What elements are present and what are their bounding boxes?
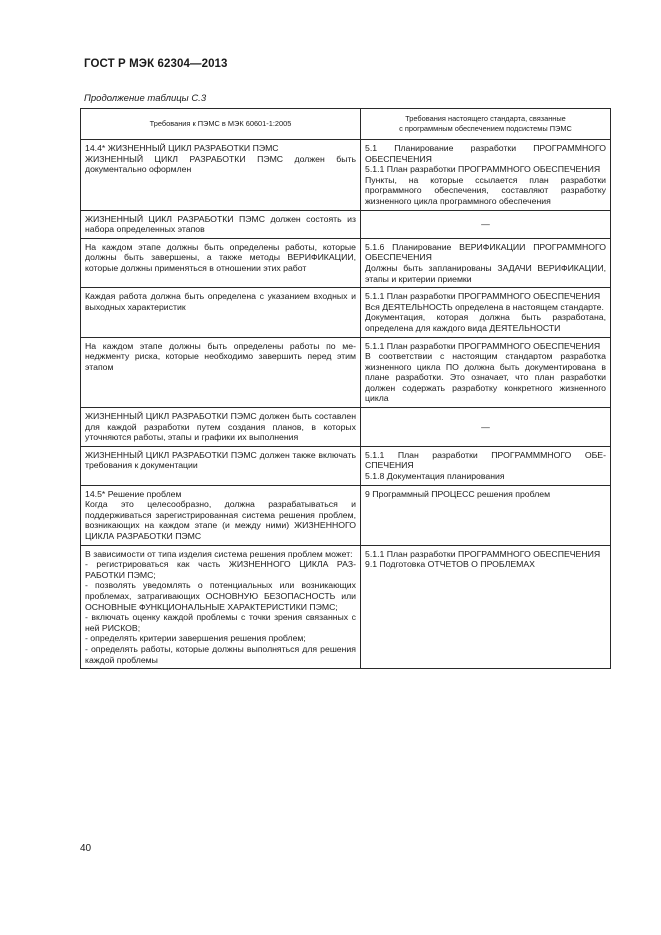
cell-text-line: 9.1 Подготовка ОТЧЕТОВ О ПРОБЛЕМАХ — [365, 559, 535, 570]
pems-requirement-cell — [81, 210, 361, 238]
pems-requirement-cell — [81, 337, 361, 408]
cell-text-line: 5.1.6 Планирование ВЕРИФИКАЦИИ ПРОГРАММНОГО ОБЕСПЕЧЕНИЯ — [365, 241, 606, 263]
cell-text-line: - регистрироваться как часть ЖИЗНЕННОГО ЦИКЛА РАЗРАБОТКИ ПЭМС; — [85, 559, 356, 580]
pems-requirement-cell — [81, 238, 361, 287]
table-row — [81, 140, 611, 211]
pems-requirement-cell — [81, 485, 361, 545]
cell-text-line: ЖИЗНЕННЫЙ ЦИКЛ РАЗРАБОТКИ ПЭМС должен быть составлен для каждой разработки путем создания планов, в которых уточняются работы, этапы и графики их выполнения — [85, 411, 356, 443]
pems-requirement-cell — [81, 446, 361, 485]
column-header-standard: Требования настоящего стандарта, связанные с программным обеспечением подсистемы ПЭМС — [361, 109, 611, 140]
cell-text-line: На каждом этапе должны быть определены работы по менеджменту риска, которые необходимо завершить перед этим этапом — [85, 340, 356, 372]
cell-text-line: 14.4* ЖИЗНЕННЫЙ ЦИКЛ РАЗРАБОТКИ ПЭМС — [85, 143, 279, 153]
page-number: 40 — [80, 843, 92, 854]
cell-text-line: Документация, которая должна быть разработана, определена для каждого вида ДЕЯТЕЛЬНОСТИ — [365, 312, 606, 333]
table-row — [81, 288, 611, 337]
pems-requirement-cell — [81, 140, 361, 211]
cell-text-line: - включать оценку каждой проблемы с точки зрения связанных с ней РИСКОВ; — [85, 612, 356, 633]
cell-text-line: Вся ДЕЯТЕЛЬНОСТЬ определена в настоящем стандарте. — [365, 301, 604, 312]
cell-text-line: 5.1.1 План разработки ПРОГРАММНОГО ОБЕСПЕЧЕНИЯ — [365, 164, 601, 175]
standard-requirement-cell — [361, 140, 611, 211]
cell-text-line: - определять работы, которые должны выполняться для решения каждой проблемы — [85, 643, 356, 665]
cell-text-line: - позволять уведомлять о потенциальных или возникающих проблемах, затрагивающих ОСНОВНУЮ БЕЗОПАСНОСТЬ или ОСНОВНЫЕ ФУНКЦИОНАЛЬНЫЕ ХАРАКТЕРИСТИКИ ПЭМС; — [85, 580, 356, 612]
cell-text-line: ЖИЗНЕННЫЙ ЦИКЛ РАЗРАБОТКИ ПЭМС должен также включать требования к документации — [85, 449, 356, 471]
standard-requirement-cell — [361, 337, 611, 408]
standard-requirement-cell — [361, 446, 611, 485]
pems-requirement-cell — [81, 545, 361, 669]
pems-requirement-cell — [81, 408, 361, 447]
standard-requirement-cell — [361, 210, 611, 238]
cell-text-line: Каждая работа должна быть определена с указанием входных и выходных характеристик — [85, 291, 356, 312]
cell-text-line: 9 Программный ПРОЦЕСС решения проблем — [365, 488, 551, 499]
standard-requirement-cell — [361, 408, 611, 447]
standard-requirement-cell — [361, 485, 611, 545]
cell-text-line: ЖИЗНЕННЫЙ ЦИКЛ РАЗРАБОТКИ ПЭМС должен быть документально оформлен — [85, 153, 356, 175]
table-row — [81, 446, 611, 485]
cell-text-line: Пункты, на которые ссылается план разработки программного обеспечения, составляют разработку жизненного цикла программного обеспечения — [365, 174, 606, 206]
column-header-pems: Требования к ПЭМС в МЭК 60601-1:2005 — [81, 109, 361, 140]
cell-text-line: - определять критерии завершения решения проблем; — [85, 633, 306, 644]
cell-text-line: 5.1.1 План разработки ПРОГРАММНОГО ОБЕСПЕЧЕНИЯ — [365, 548, 601, 559]
document-title: ГОСТ Р МЭК 62304—2013 — [84, 58, 228, 70]
cell-text-line: В соответствии с настоящим стандартом разработка жизненного цикла ПО должна быть документирована в плане разработки. Это означает, что план разработки должен содержать разработку конкретного жизненного цикла — [365, 351, 606, 404]
cell-text-line: В зависимости от типа изделия система решения проблем может: — [85, 548, 353, 559]
table-row — [81, 210, 611, 238]
table-row — [81, 408, 611, 447]
table-row — [81, 337, 611, 408]
cell-text-line: 14.5* Решение проблем — [85, 488, 182, 499]
cell-text-line: — — [481, 218, 490, 229]
table-row — [81, 545, 611, 669]
table-row — [81, 485, 611, 545]
pems-requirement-cell — [81, 288, 361, 337]
standard-requirement-cell — [361, 238, 611, 287]
cell-text-line: ЖИЗНЕННЫЙ ЦИКЛ РАЗРАБОТКИ ПЭМС должен состоять из набора определенных этапов — [85, 213, 356, 235]
cell-text-line: 5.1.1 План разработки ПРОГРАММНОГО ОБЕСПЕЧЕНИЯ — [365, 340, 601, 351]
cell-text-line: На каждом этапе должны быть определены работы, которые должны быть завершены, а также методы ВЕРИФИКАЦИИ, которые должны применяться в отношении этих работ — [85, 241, 356, 273]
cell-text-line: — — [481, 421, 490, 432]
table-caption: Продолжение таблицы С.3 — [84, 93, 207, 104]
cell-text-line: Когда это целесообразно, должна разрабатываться и поддерживаться зарегистрированная система решения проблем, возникающих на каждом этапе (и между ними) ЖИЗНЕННОГО ЦИКЛА РАЗРАБОТКИ ПЭМС — [85, 499, 356, 541]
table-body — [81, 140, 611, 669]
table-row — [81, 238, 611, 287]
cell-text-line: 5.1.1 План разработки ПРОГРАМММНОГО ОБЕСПЕЧЕНИЯ — [365, 449, 606, 471]
table-header-row — [81, 109, 611, 140]
requirements-table — [80, 108, 611, 669]
cell-text-line: 5.1.8 Документация планирования — [365, 471, 505, 482]
cell-text-line: 5.1 Планирование разработки ПРОГРАММНОГО ОБЕСПЕЧЕНИЯ — [365, 143, 606, 164]
cell-text-line: Должны быть запланированы ЗАДАЧИ ВЕРИФИКАЦИИ, этапы и критерии приемки — [365, 262, 606, 284]
standard-requirement-cell — [361, 545, 611, 669]
standard-requirement-cell — [361, 288, 611, 337]
cell-text-line: 5.1.1 План разработки ПРОГРАММНОГО ОБЕСПЕЧЕНИЯ — [365, 291, 601, 302]
